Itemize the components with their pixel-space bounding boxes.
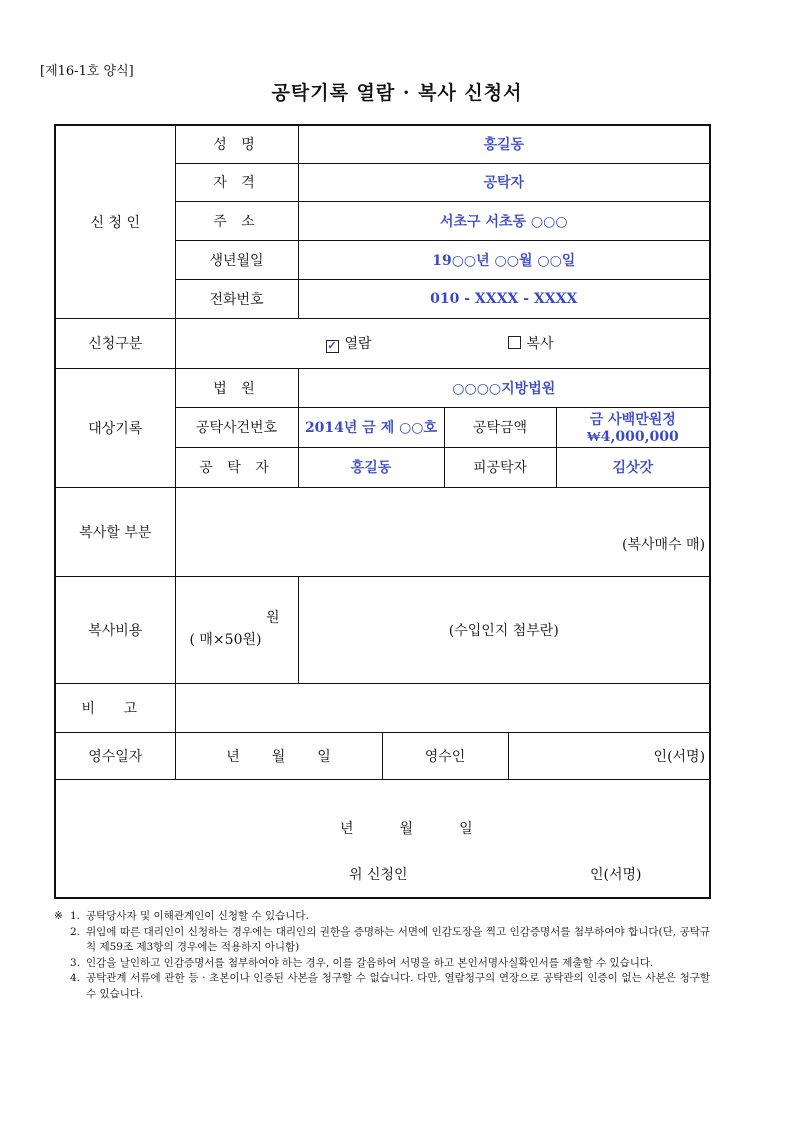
category-label: 신청구분 xyxy=(55,318,175,368)
revenue-stamp-area: (수입인지 첨부란) xyxy=(298,576,710,683)
status-label: 자 격 xyxy=(175,163,298,201)
amount-korean: 금 사백만원정 xyxy=(589,411,676,428)
notes-section xyxy=(54,909,710,1002)
copy-option-label: 복사 xyxy=(526,335,554,352)
note-text: 위임에 따른 대리인이 신청하는 경우에는 대리인의 권한을 증명하는 서면에 인감도장을 찍고 인감증명서를 첨부하여야 합니다(단, 공탁규칙 제59조 제3항의 경우에는 적용하지 아니함) xyxy=(86,925,710,953)
signature-month: 월 xyxy=(399,820,414,837)
signature-year: 년 xyxy=(340,820,354,837)
note-item xyxy=(54,971,710,1002)
court-label: 법 원 xyxy=(175,368,298,407)
depositee-label: 피공탁자 xyxy=(444,447,556,487)
case-number-label: 공탁사건번호 xyxy=(175,407,298,447)
receipt-date-label: 영수일자 xyxy=(55,732,175,779)
copy-part-label: 복사할 부분 xyxy=(55,487,175,576)
application-form-table xyxy=(54,124,711,899)
amount-label: 공탁금액 xyxy=(444,407,556,447)
receipt-year: 년 xyxy=(226,748,240,765)
status-field[interactable]: 공탁자 xyxy=(298,163,710,201)
amount-number: ₩4,000,000 xyxy=(586,428,679,445)
case-number-field[interactable]: 2014년 금 제 ○○호 xyxy=(298,407,444,447)
phone-label: 전화번호 xyxy=(175,279,298,318)
address-field[interactable]: 서초구 서초동 ○○○ xyxy=(298,201,710,240)
receipt-date-field[interactable] xyxy=(175,732,382,779)
record-section-label: 대상기록 xyxy=(55,368,175,487)
receiver-seal-field[interactable]: 인(서명) xyxy=(508,732,710,779)
address-label: 주 소 xyxy=(175,201,298,240)
remarks-field[interactable] xyxy=(175,683,710,732)
birth-label: 생년월일 xyxy=(175,240,298,279)
note-number: 2. xyxy=(70,925,81,938)
copy-option[interactable] xyxy=(508,333,554,353)
form-number: [제16-1호 양식] xyxy=(40,64,134,79)
depositor-field[interactable]: 홍길동 xyxy=(298,447,444,487)
fee-won-text: 원 xyxy=(265,609,280,626)
signature-applicant-label: 위 신청인 xyxy=(349,866,408,883)
note-text: 공탁당사자 및 이해관계인이 신청할 수 있습니다. xyxy=(86,910,309,922)
phone-field[interactable]: 010 - XXXX - XXXX xyxy=(298,279,710,318)
view-checkbox[interactable]: ✓ xyxy=(327,338,337,352)
view-option[interactable] xyxy=(326,333,372,353)
note-item xyxy=(54,956,710,972)
note-number: 1. xyxy=(70,910,81,922)
note-text: 인감을 날인하고 인감증명서를 첨부하여야 하는 경우, 이를 갈음하여 서명을 하고 본인서명사실확인서를 제출할 수 있습니다. xyxy=(86,956,654,969)
receipt-month: 월 xyxy=(271,748,286,765)
depositee-field[interactable]: 김삿갓 xyxy=(556,447,710,487)
copy-count-text: (복사매수 매) xyxy=(622,536,706,553)
receipt-day: 일 xyxy=(317,748,331,765)
page-title: 공탁기록 열람 · 복사 신청서 xyxy=(271,82,523,104)
remarks-label: 비 고 xyxy=(55,683,175,732)
signature-date[interactable] xyxy=(340,818,519,838)
amount-field[interactable] xyxy=(556,407,710,447)
note-number: 4. xyxy=(70,972,81,984)
copy-checkbox[interactable] xyxy=(508,336,521,349)
name-label: 성 명 xyxy=(175,125,298,163)
receiver-label: 영수인 xyxy=(382,732,508,779)
birth-field[interactable]: 19○○년 ○○월 ○○일 xyxy=(298,240,710,279)
court-field[interactable]: ○○○○지방법원 xyxy=(298,368,710,407)
signature-day: 일 xyxy=(459,820,473,837)
applicant-section-label: 신 청 인 xyxy=(55,125,175,318)
name-field[interactable]: 홍길동 xyxy=(298,125,710,163)
note-number: 3. xyxy=(70,956,81,969)
depositor-label: 공 탁 자 xyxy=(175,447,298,487)
copy-part-field[interactable] xyxy=(175,487,710,576)
fee-count-text: ( 매×50원) xyxy=(189,631,262,648)
category-options xyxy=(175,318,710,368)
fee-label: 복사비용 xyxy=(55,576,175,683)
note-marker: ※ xyxy=(54,910,63,922)
view-option-label: 열람 xyxy=(344,335,372,352)
note-item xyxy=(54,909,710,925)
fee-amount-field[interactable] xyxy=(175,576,298,683)
note-text: 공탁관계 서류에 관한 등 · 초본이나 인증된 사본을 청구할 수 없습니다. 다만, 열람청구의 연장으로 공탁관의 인증이 없는 사본은 청구할 수 있습니다. xyxy=(86,972,710,1000)
note-item xyxy=(54,925,710,956)
signature-seal-field[interactable]: 인(서명) xyxy=(590,866,642,883)
signature-area xyxy=(55,779,710,898)
